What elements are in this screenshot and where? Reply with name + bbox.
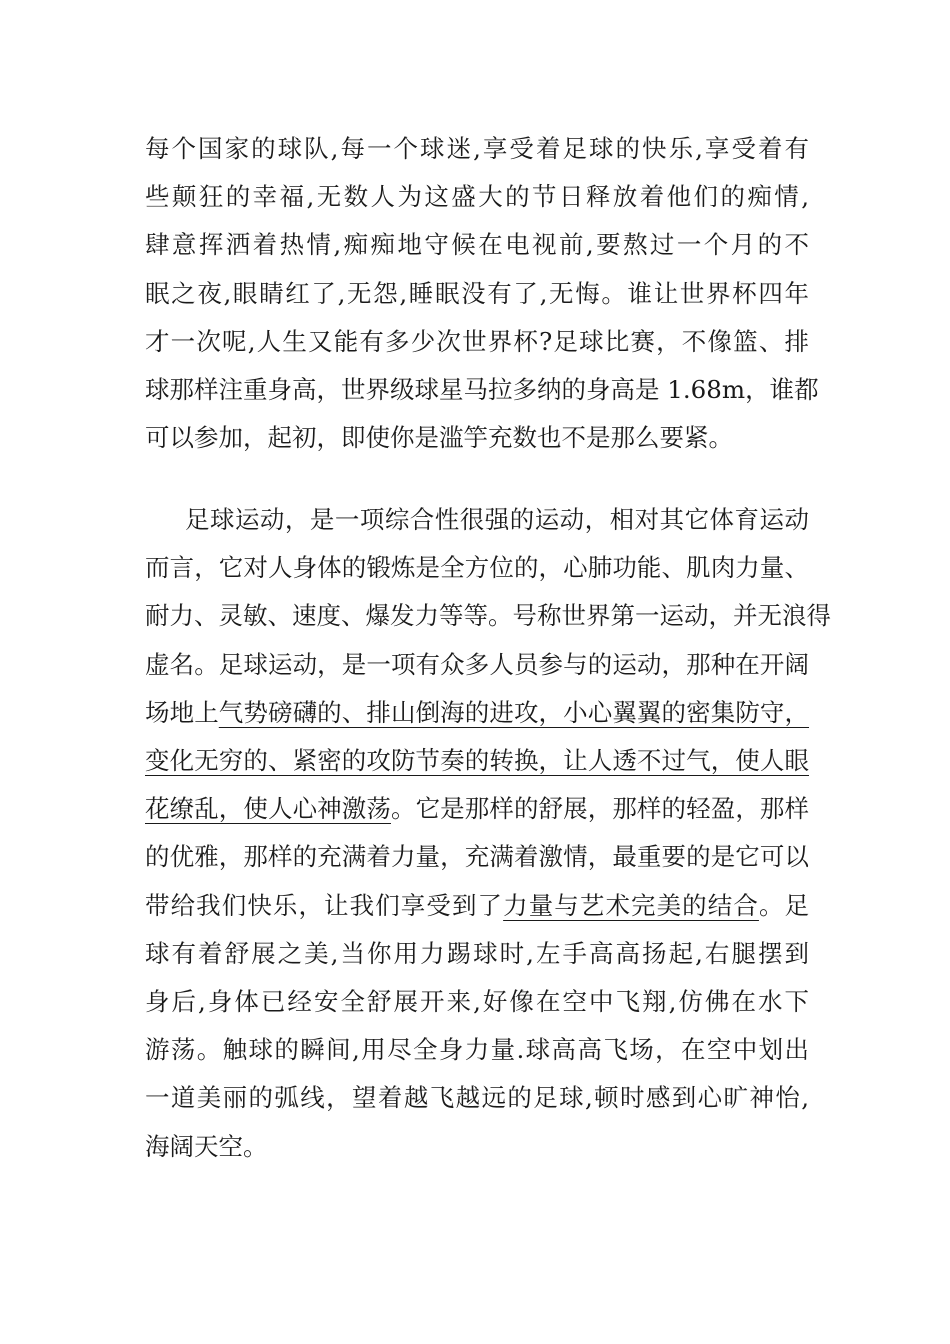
paragraph-2-line: 球有着舒展之美,当你用力踢球时,左手高高扬起,右腿摆到	[145, 938, 809, 968]
plain-text: 带给我们快乐，让我们享受到了	[145, 890, 504, 920]
plain-text: 场地上	[145, 697, 219, 727]
paragraph-2-line: 的优雅，那样的充满着力量，充满着激情，最重要的是它可以	[145, 842, 809, 872]
paragraph-1-line: 每个国家的球队,每一个球迷,享受着足球的快乐,享受着有	[145, 134, 809, 163]
paragraph-2-line	[145, 882, 809, 930]
paragraph-1-line: 些颠狂的幸福,无数人为这盛大的节日释放着他们的痴情,	[145, 182, 809, 212]
paragraph-2-line	[145, 737, 809, 785]
paragraph-1-line: 可以参加，起初，即使你是滥竽充数也不是那么要紧。	[145, 423, 733, 453]
paragraph-2	[145, 496, 831, 1171]
paragraph-1	[145, 125, 819, 462]
paragraph-2-line: 足球运动，是一项综合性很强的运动，相对其它体育运动	[185, 505, 809, 534]
paragraph-2-line: 游荡。触球的瞬间,用尽全身力量.球高高飞场，在空中划出	[145, 1035, 809, 1065]
paragraph-1-line: 球那样注重身高，世界级球星马拉多纳的身高是 1.68m，谁都	[145, 375, 819, 405]
underlined-text: 力量与艺术完美的结合	[503, 890, 759, 920]
underlined-text: 花缭乱，使人心神激荡	[145, 794, 391, 824]
paragraph-2-line: 虚名。足球运动，是一项有众多人员参与的运动，那种在开阔	[145, 649, 809, 679]
paragraph-2-line: 耐力、灵敏、速度、爆发力等等。号称世界第一运动，并无浪得	[145, 601, 831, 631]
paragraph-2-line: 海阔天空。	[145, 1131, 268, 1161]
paragraph-2-line	[145, 785, 809, 833]
plain-text: 。足	[758, 890, 810, 920]
paragraph-2-line	[145, 689, 809, 737]
paragraph-2-line: 而言，它对人身体的锻炼是全方位的，心肺功能、肌肉力量、	[145, 553, 809, 583]
plain-text: 。它是那样的舒展，那样的轻盈，那样	[390, 794, 810, 824]
paragraph-1-line: 肆意挥洒着热情,痴痴地守候在电视前,要熬过一个月的不	[145, 230, 809, 260]
paragraph-1-line: 眠之夜,眼睛红了,无怨,睡眠没有了,无悔。谁让世界杯四年	[145, 278, 809, 308]
underlined-text: 气势磅礴的、排山倒海的进攻，小心翼翼的密集防守，	[218, 697, 810, 727]
underlined-text: 变化无穷的、紧密的攻防节奏的转换，让人透不过气，使人眼	[145, 746, 809, 776]
paragraph-1-line: 才一次呢,人生又能有多少次世界杯?足球比赛，不像篮、排	[145, 326, 809, 356]
paragraph-2-line: 身后,身体已经安全舒展开来,好像在空中飞翔,仿佛在水下	[145, 987, 809, 1017]
paragraph-2-line: 一道美丽的弧线，望着越飞越远的足球,顿时感到心旷神怡,	[145, 1083, 809, 1113]
